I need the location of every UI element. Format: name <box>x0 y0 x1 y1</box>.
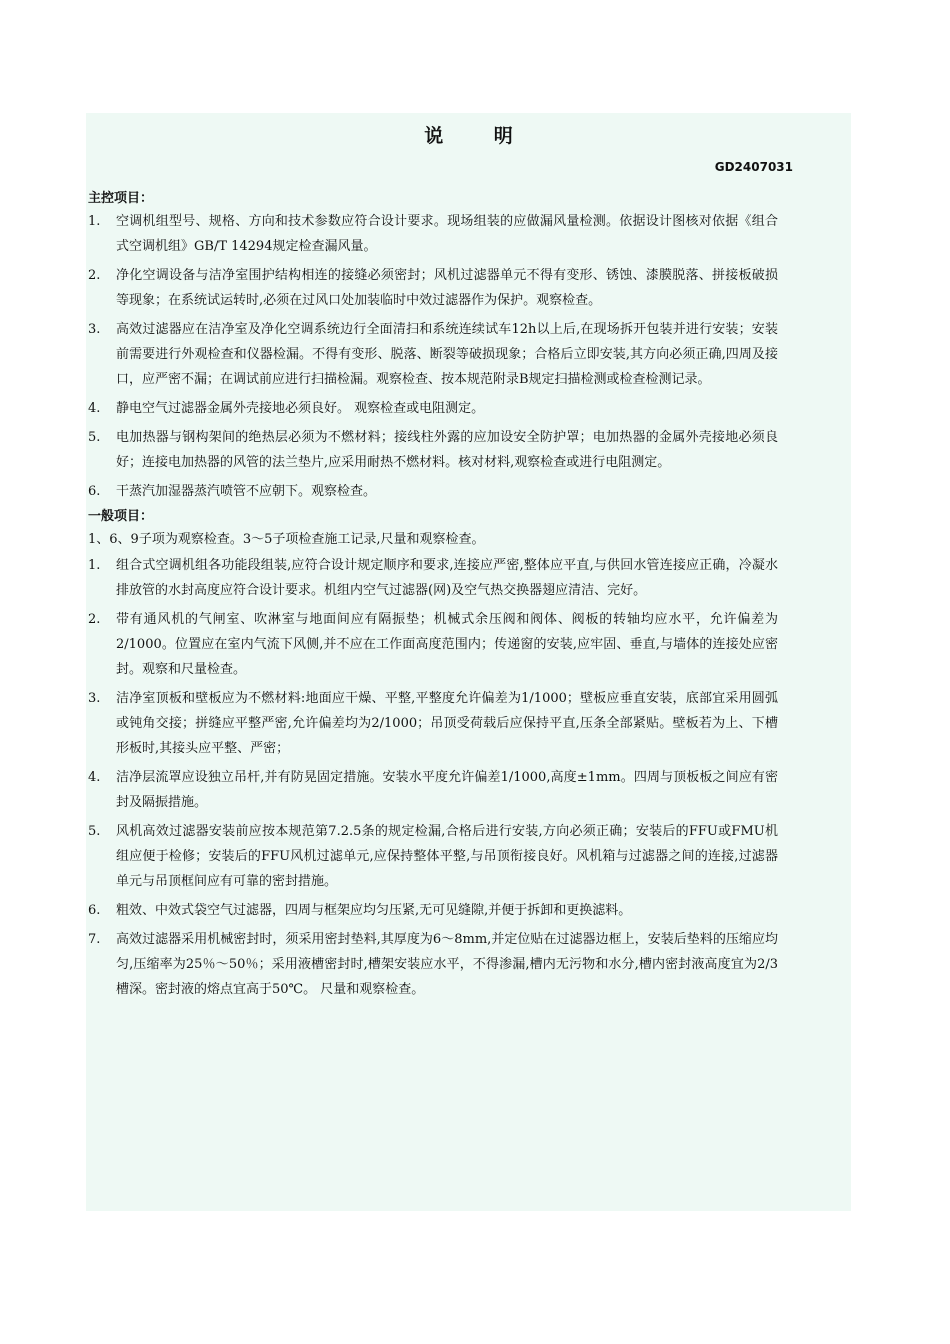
item-number: 4. <box>88 770 101 785</box>
list-item <box>86 317 851 392</box>
list-item <box>86 686 851 761</box>
item-text: 风机高效过滤器安装前应按本规范第7.2.5条的规定检漏,合格后进行安装,方向必须正确；安装后的FFU或FMU机组应便于检修；安装后的FFU风机过滤单元,应保持整体平整,与吊顶衔接良好。风机箱与过滤器之间的连接,过滤器单元与吊顶框间应有可靠的密封措施。 <box>116 824 778 889</box>
item-number: 6. <box>88 484 101 499</box>
document-title: 说 明 <box>424 125 535 147</box>
section-heading-main-control: 主控项目： <box>88 191 154 206</box>
item-text: 粗效、中效式袋空气过滤器，四周与框架应均匀压紧,无可见缝隙,并便于拆卸和更换滤料。 <box>116 903 632 918</box>
item-text: 带有通风机的气闸室、吹淋室与地面间应有隔振垫；机械式余压阀和阀体、阀板的转轴均应水平，允许偏差为2/1000。位置应在室内气流下风侧,并不应在工作面高度范围内；传递窗的安装,应牢固、垂直,与墙体的连接处应密封。观察和尺量检查。 <box>116 612 778 677</box>
item-number: 2. <box>88 612 101 627</box>
item-number: 1. <box>88 558 101 573</box>
item-text: 高效过滤器采用机械密封时，须采用密封垫料,其厚度为6～8mm,并定位贴在过滤器边框上，安装后垫料的压缩应均匀,压缩率为25％～50％；采用液槽密封时,槽架安装应水平，不得渗漏,槽内无污物和水分,槽内密封液高度宜为2/3槽深。密封液的熔点宜高于50℃。 尺量和观察检查。 <box>116 932 778 997</box>
item-number: 4. <box>88 401 101 416</box>
item-number: 5. <box>88 824 101 839</box>
list-item <box>86 927 851 1002</box>
item-text: 空调机组型号、规格、方向和技术参数应符合设计要求。现场组装的应做漏风量检测。依据设计图核对依据《组合式空调机组》GB/T 14294规定检查漏风量。 <box>116 214 778 254</box>
general-inspection-note: 1、6、9子项为观察检查。3～5子项检查施工记录,尺量和观察检查。 <box>88 532 485 547</box>
item-text: 洁净室顶板和壁板应为不燃材料:地面应干燥、平整,平整度允许偏差为1/1000；壁板应垂直安装，底部宜采用圆弧或钝角交接；拼缝应平整严密,允许偏差均为2/1000；吊顶受荷载后应保持平直,压条全部紧贴。壁板若为上、下槽形板时,其接头应平整、严密； <box>116 691 778 756</box>
list-item <box>86 898 851 923</box>
list-item <box>86 425 851 475</box>
list-item <box>86 209 851 259</box>
item-number: 3. <box>88 691 101 706</box>
item-number: 6. <box>88 903 101 918</box>
item-number: 3. <box>88 322 101 337</box>
item-number: 2. <box>88 268 101 283</box>
list-item <box>86 607 851 682</box>
list-item <box>86 479 851 504</box>
list-item <box>86 553 851 603</box>
item-text: 组合式空调机组各功能段组装,应符合设计规定顺序和要求,连接应严密,整体应平直,与供回水管连接应正确，冷凝水排放管的水封高度应符合设计要求。机组内空气过滤器(网)及空气热交换器翅应清洁、完好。 <box>116 558 778 598</box>
item-text: 净化空调设备与洁净室围护结构相连的接缝必须密封；风机过滤器单元不得有变形、锈蚀、漆膜脱落、拼接板破损等现象；在系统试运转时,必须在过风口处加装临时中效过滤器作为保护。观察检查。 <box>116 268 778 308</box>
list-item <box>86 819 851 894</box>
item-text: 洁净层流罩应设独立吊杆,并有防晃固定措施。安装水平度允许偏差1/1000,高度±1mm。四周与顶板板之间应有密封及隔振措施。 <box>116 770 778 810</box>
item-number: 7. <box>88 932 101 947</box>
list-item <box>86 765 851 815</box>
list-item <box>86 263 851 313</box>
document-sheet <box>86 113 851 1211</box>
document-number: GD2407031 <box>714 160 793 174</box>
item-text: 电加热器与钢构架间的绝热层必须为不燃材料；接线柱外露的应加设安全防护罩；电加热器的金属外壳接地必须良好；连接电加热器的风管的法兰垫片,应采用耐热不燃材料。核对材料,观察检查或进行电阻测定。 <box>116 430 778 470</box>
section-heading-general: 一般项目： <box>88 509 154 524</box>
document-body <box>86 189 851 1002</box>
item-text: 高效过滤器应在洁净室及净化空调系统边行全面清扫和系统连续试车12h以上后,在现场拆开包装并进行安装；安装前需要进行外观检查和仪器检漏。不得有变形、脱落、断裂等破损现象；合格后立即安装,其方向必须正确,四周及接口，应严密不漏；在调试前应进行扫描检漏。观察检查、按本规范附录B规定扫描检测或检查检测记录。 <box>116 322 778 387</box>
item-text: 静电空气过滤器金属外壳接地必须良好。 观察检查或电阻测定。 <box>116 401 485 416</box>
list-item <box>86 396 851 421</box>
item-number: 5. <box>88 430 101 445</box>
item-text: 干蒸汽加湿器蒸汽喷管不应朝下。观察检查。 <box>116 484 377 499</box>
item-number: 1. <box>88 214 101 229</box>
